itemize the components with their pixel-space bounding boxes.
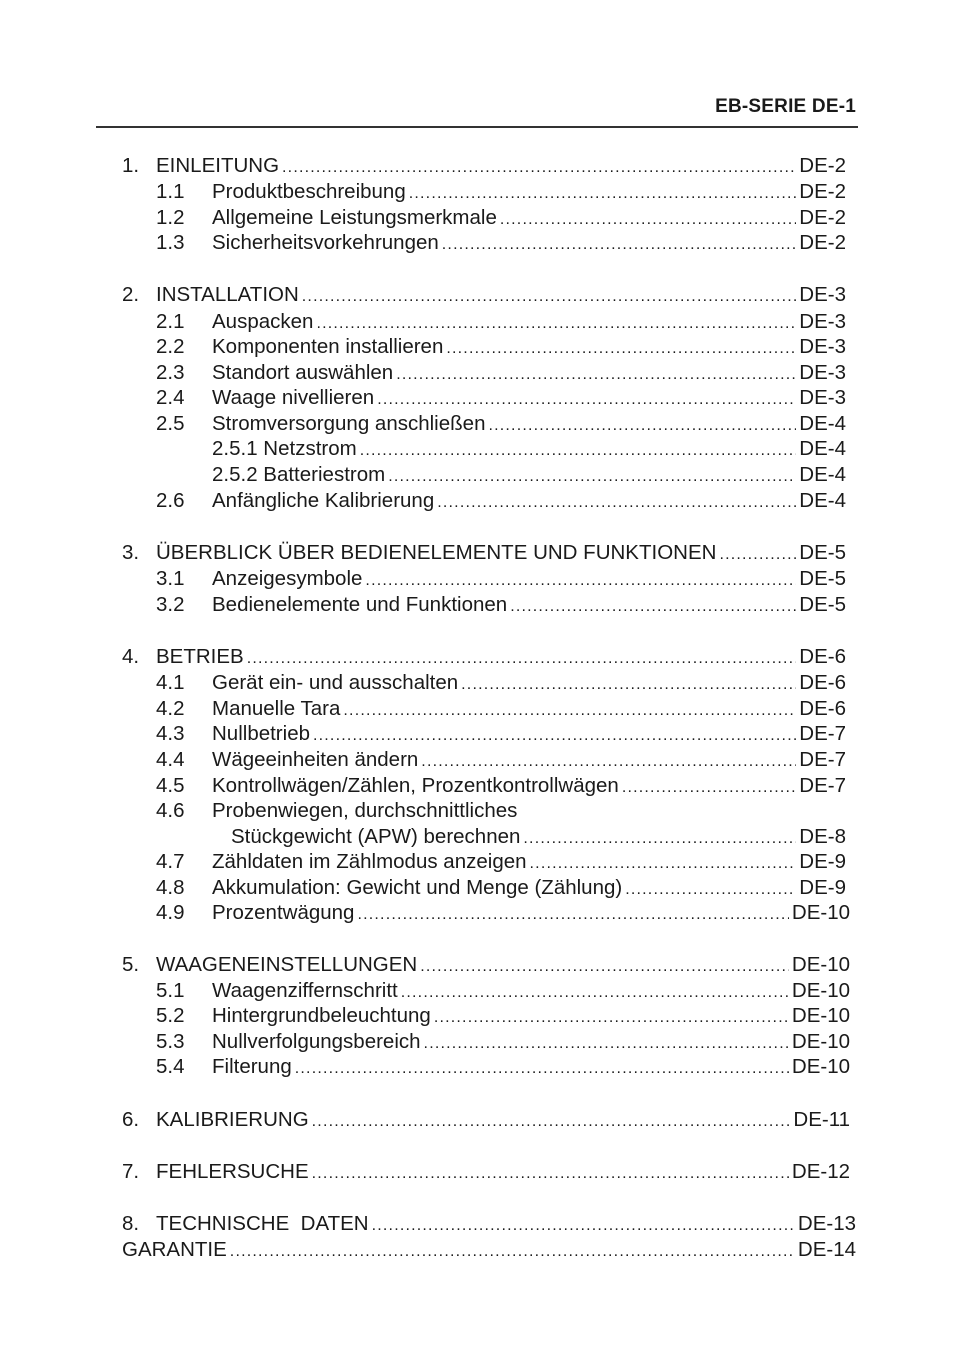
toc-entry[interactable] [156, 385, 846, 411]
toc-entry-number: 3. [122, 541, 140, 564]
toc-leader-dots [365, 568, 796, 594]
toc-entry-number: 4.5 [156, 774, 185, 797]
toc-entry-label: Zähldaten im Zählmodus anzeigen [212, 850, 527, 873]
toc-entry[interactable] [156, 773, 846, 799]
toc-entry-label: FEHLERSUCHE [156, 1160, 309, 1183]
toc-entry[interactable] [156, 1003, 850, 1029]
toc-entry[interactable] [156, 721, 846, 747]
toc-leader-dots [377, 387, 796, 413]
toc-entry-label: Akkumulation: Gewicht und Menge (Zählung) [212, 876, 623, 899]
toc-entry-number: 5.3 [156, 1030, 185, 1053]
toc-entry-page: DE-7 [799, 748, 846, 771]
toc-leader-dots [719, 542, 796, 568]
toc-entry-page: DE-5 [799, 567, 846, 590]
toc-entry[interactable] [122, 952, 850, 978]
toc-entry[interactable] [122, 1159, 850, 1185]
toc-entry-label: Manuelle Tara [212, 697, 341, 720]
toc-entry-page: DE-2 [799, 154, 846, 177]
toc-leader-dots [409, 181, 797, 207]
toc-entry-number: 2.4 [156, 386, 185, 409]
toc-entry-number: 6. [122, 1108, 140, 1131]
toc-leader-dots [461, 672, 796, 698]
toc-entry-label: TECHNISCHE DATEN [156, 1212, 369, 1235]
toc-entry[interactable] [156, 566, 846, 592]
toc-entry-page: DE-6 [799, 645, 846, 668]
toc-entry-label: Anfängliche Kalibrierung [212, 489, 435, 512]
toc-entry-page: DE-2 [799, 231, 846, 254]
toc-entry[interactable] [156, 670, 846, 696]
toc-entry-label: Anzeigesymbole [212, 567, 363, 590]
toc-entry-number: 4.1 [156, 671, 185, 694]
toc-entry-number: 5.4 [156, 1055, 185, 1078]
toc-entry-label: Kontrollwägen/Zählen, Prozentkontrollwägen [212, 774, 619, 797]
toc-leader-dots [313, 723, 796, 749]
toc-entry-page: DE-4 [799, 489, 846, 512]
toc-entry-number: 4.4 [156, 748, 185, 771]
toc-leader-dots [420, 954, 789, 980]
toc-entry-page: DE-7 [799, 774, 846, 797]
toc-entry-label: Auspacken [212, 310, 314, 333]
toc-entry[interactable] [156, 849, 846, 875]
toc-entry-page: DE-3 [799, 386, 846, 409]
toc-entry-label: Bedienelemente und Funktionen [212, 593, 508, 616]
toc-entry-number: 3.2 [156, 593, 185, 616]
toc-entry-label: Stromversorgung anschließen [212, 412, 486, 435]
toc-entry[interactable] [156, 488, 846, 514]
toc-entry-number: 1. [122, 154, 140, 177]
toc-entry-label: Filterung [212, 1055, 292, 1078]
toc-leader-dots [510, 594, 796, 620]
toc-entry-page: DE-2 [799, 206, 846, 229]
toc-entry[interactable] [122, 540, 846, 566]
toc-entry-page: DE-3 [799, 310, 846, 333]
toc-entry-label: Nullverfolgungsbereich [212, 1030, 421, 1053]
toc-entry-label: Waage nivellieren [212, 386, 375, 409]
toc-entry-number: 1.2 [156, 206, 185, 229]
toc-entry-number: 5.2 [156, 1004, 185, 1027]
toc-entry-page: DE-4 [799, 463, 846, 486]
toc-entry-number: 8. [122, 1212, 140, 1235]
toc-entry[interactable] [156, 205, 846, 231]
toc-entry-page: DE-9 [799, 850, 846, 873]
toc-leader-dots [421, 749, 796, 775]
toc-entry[interactable] [156, 1054, 850, 1080]
toc-entry-number: 7. [122, 1160, 140, 1183]
toc-entry-label: Sicherheitsvorkehrungen [212, 231, 439, 254]
toc-entry-page: DE-12 [791, 1160, 850, 1183]
toc-entry-page: DE-8 [799, 825, 846, 848]
toc-entry[interactable] [156, 309, 846, 335]
toc-entry-label: 2.5.1 Netzstrom [212, 437, 357, 460]
toc-entry[interactable] [156, 230, 846, 256]
toc-entry-page: DE-4 [799, 412, 846, 435]
toc-entry-number: 2.2 [156, 335, 185, 358]
toc-leader-dots [230, 1239, 795, 1265]
toc-entry-page: DE-5 [799, 541, 846, 564]
toc-leader-dots [442, 232, 797, 258]
toc-entry-page: DE-11 [793, 1108, 850, 1131]
toc-entry[interactable] [122, 644, 846, 670]
toc-leader-dots [282, 155, 796, 181]
toc-entry-label: Hintergrundbeleuchtung [212, 1004, 431, 1027]
toc-entry-page: DE-13 [797, 1212, 856, 1235]
toc-leader-dots [312, 1109, 791, 1135]
toc-entry-page: DE-10 [791, 979, 850, 1002]
toc-entry-number: 3.1 [156, 567, 185, 590]
toc-entry-page: DE-3 [799, 335, 846, 358]
toc-entry-number: 1.1 [156, 180, 185, 203]
toc-entry[interactable] [156, 411, 846, 437]
toc-entry-label: INSTALLATION [156, 283, 299, 306]
page-header-title: EB-SERIE DE-1 [715, 96, 856, 117]
toc-entry-label: Waagenziffernschritt [212, 979, 398, 1002]
toc-entry[interactable] [212, 436, 846, 462]
toc-entry[interactable] [122, 282, 846, 308]
toc-entry-number: 2.6 [156, 489, 185, 512]
toc-entry-page: DE-6 [799, 697, 846, 720]
toc-entry-label: Stückgewicht (APW) berechnen [231, 825, 521, 848]
toc-leader-dots [247, 646, 797, 672]
toc-entry-label: Nullbetrieb [212, 722, 310, 745]
toc-leader-dots [295, 1056, 789, 1082]
toc-leader-dots [302, 284, 797, 310]
toc-entry-page: DE-3 [799, 283, 846, 306]
toc-leader-dots [446, 336, 796, 362]
toc-entry-page: DE-14 [797, 1238, 856, 1261]
toc-entry-page: DE-7 [799, 722, 846, 745]
toc-entry-number: 4.9 [156, 901, 185, 924]
toc-entry[interactable] [212, 462, 846, 488]
toc-entry-number: 2.5 [156, 412, 185, 435]
toc-entry[interactable] [156, 334, 846, 360]
toc-entry-page: DE-10 [791, 953, 850, 976]
toc-entry-number: 4.2 [156, 697, 185, 720]
toc-entry[interactable] [156, 798, 846, 824]
toc-entry-number: 1.3 [156, 231, 185, 254]
toc-entry-number: 4.7 [156, 850, 185, 873]
toc-entry-label: ÜBERBLICK ÜBER BEDIENELEMENTE UND FUNKTIONEN [156, 541, 717, 564]
toc-entry-label: GARANTIE [122, 1238, 227, 1261]
toc-entry-number: 4. [122, 645, 140, 668]
toc-entry-page: DE-9 [799, 876, 846, 899]
toc-entry-page: DE-10 [791, 901, 850, 924]
toc-entry-page: DE-6 [799, 671, 846, 694]
toc-entry[interactable] [156, 978, 850, 1004]
toc-entry-label: Allgemeine Leistungsmerkmale [212, 206, 497, 229]
toc-entry[interactable] [156, 900, 850, 926]
toc-entry-label: 2.5.2 Batteriestrom [212, 463, 386, 486]
toc-entry-label: Standort auswählen [212, 361, 394, 384]
toc-entry-label: Probenwiegen, durchschnittliches [212, 799, 518, 822]
toc-leader-dots [360, 438, 797, 464]
toc-entry-number: 5.1 [156, 979, 185, 1002]
toc-entry-page: DE-2 [799, 180, 846, 203]
toc-entry[interactable] [122, 1107, 850, 1133]
toc-entry[interactable] [122, 1211, 856, 1237]
toc-entry-label: EINLEITUNG [156, 154, 280, 177]
toc-entry[interactable] [231, 824, 846, 850]
toc-entry-label: WAAGENEINSTELLUNGEN [156, 953, 418, 976]
toc-entry-label: Prozentwägung [212, 901, 355, 924]
toc-entry[interactable] [156, 696, 846, 722]
toc-entry-page: DE-5 [799, 593, 846, 616]
toc-leader-dots [312, 1161, 789, 1187]
header-divider [96, 126, 858, 128]
toc-entry-label: KALIBRIERUNG [156, 1108, 309, 1131]
toc-entry[interactable] [156, 1029, 850, 1055]
toc-entry-label: BETRIEB [156, 645, 244, 668]
toc-entry-number: 2.3 [156, 361, 185, 384]
toc-entry-number: 2. [122, 283, 140, 306]
toc-entry[interactable] [156, 875, 846, 901]
toc-leader-dots [388, 464, 796, 490]
toc-entry-label: Produktbeschreibung [212, 180, 406, 203]
toc-entry[interactable] [122, 153, 846, 179]
toc-entry-number: 5. [122, 953, 140, 976]
toc-entry-number: 4.6 [156, 799, 185, 822]
toc-entry-number: 2.1 [156, 310, 185, 333]
toc-entry[interactable] [156, 747, 846, 773]
toc-leader-dots [372, 1213, 795, 1239]
toc-entry-label: Komponenten installieren [212, 335, 444, 358]
toc-entry-label: Wägeeinheiten ändern [212, 748, 419, 771]
toc-entry-label: Gerät ein- und ausschalten [212, 671, 459, 694]
toc-leader-dots [437, 490, 796, 516]
toc-entry[interactable] [156, 179, 846, 205]
toc-entry-page: DE-10 [791, 1055, 850, 1078]
toc-entry-page: DE-10 [791, 1030, 850, 1053]
toc-leader-dots [434, 1005, 789, 1031]
toc-entry[interactable] [122, 1237, 856, 1263]
toc-entry[interactable] [156, 592, 846, 618]
toc-entry-page: DE-10 [791, 1004, 850, 1027]
toc-leader-dots [357, 902, 788, 928]
toc-entry[interactable] [156, 360, 846, 386]
toc-entry-page: DE-4 [799, 437, 846, 460]
toc-entry-number: 4.8 [156, 876, 185, 899]
toc-leader-dots [530, 851, 797, 877]
toc-entry-page: DE-3 [799, 361, 846, 384]
toc-entry-number: 4.3 [156, 722, 185, 745]
